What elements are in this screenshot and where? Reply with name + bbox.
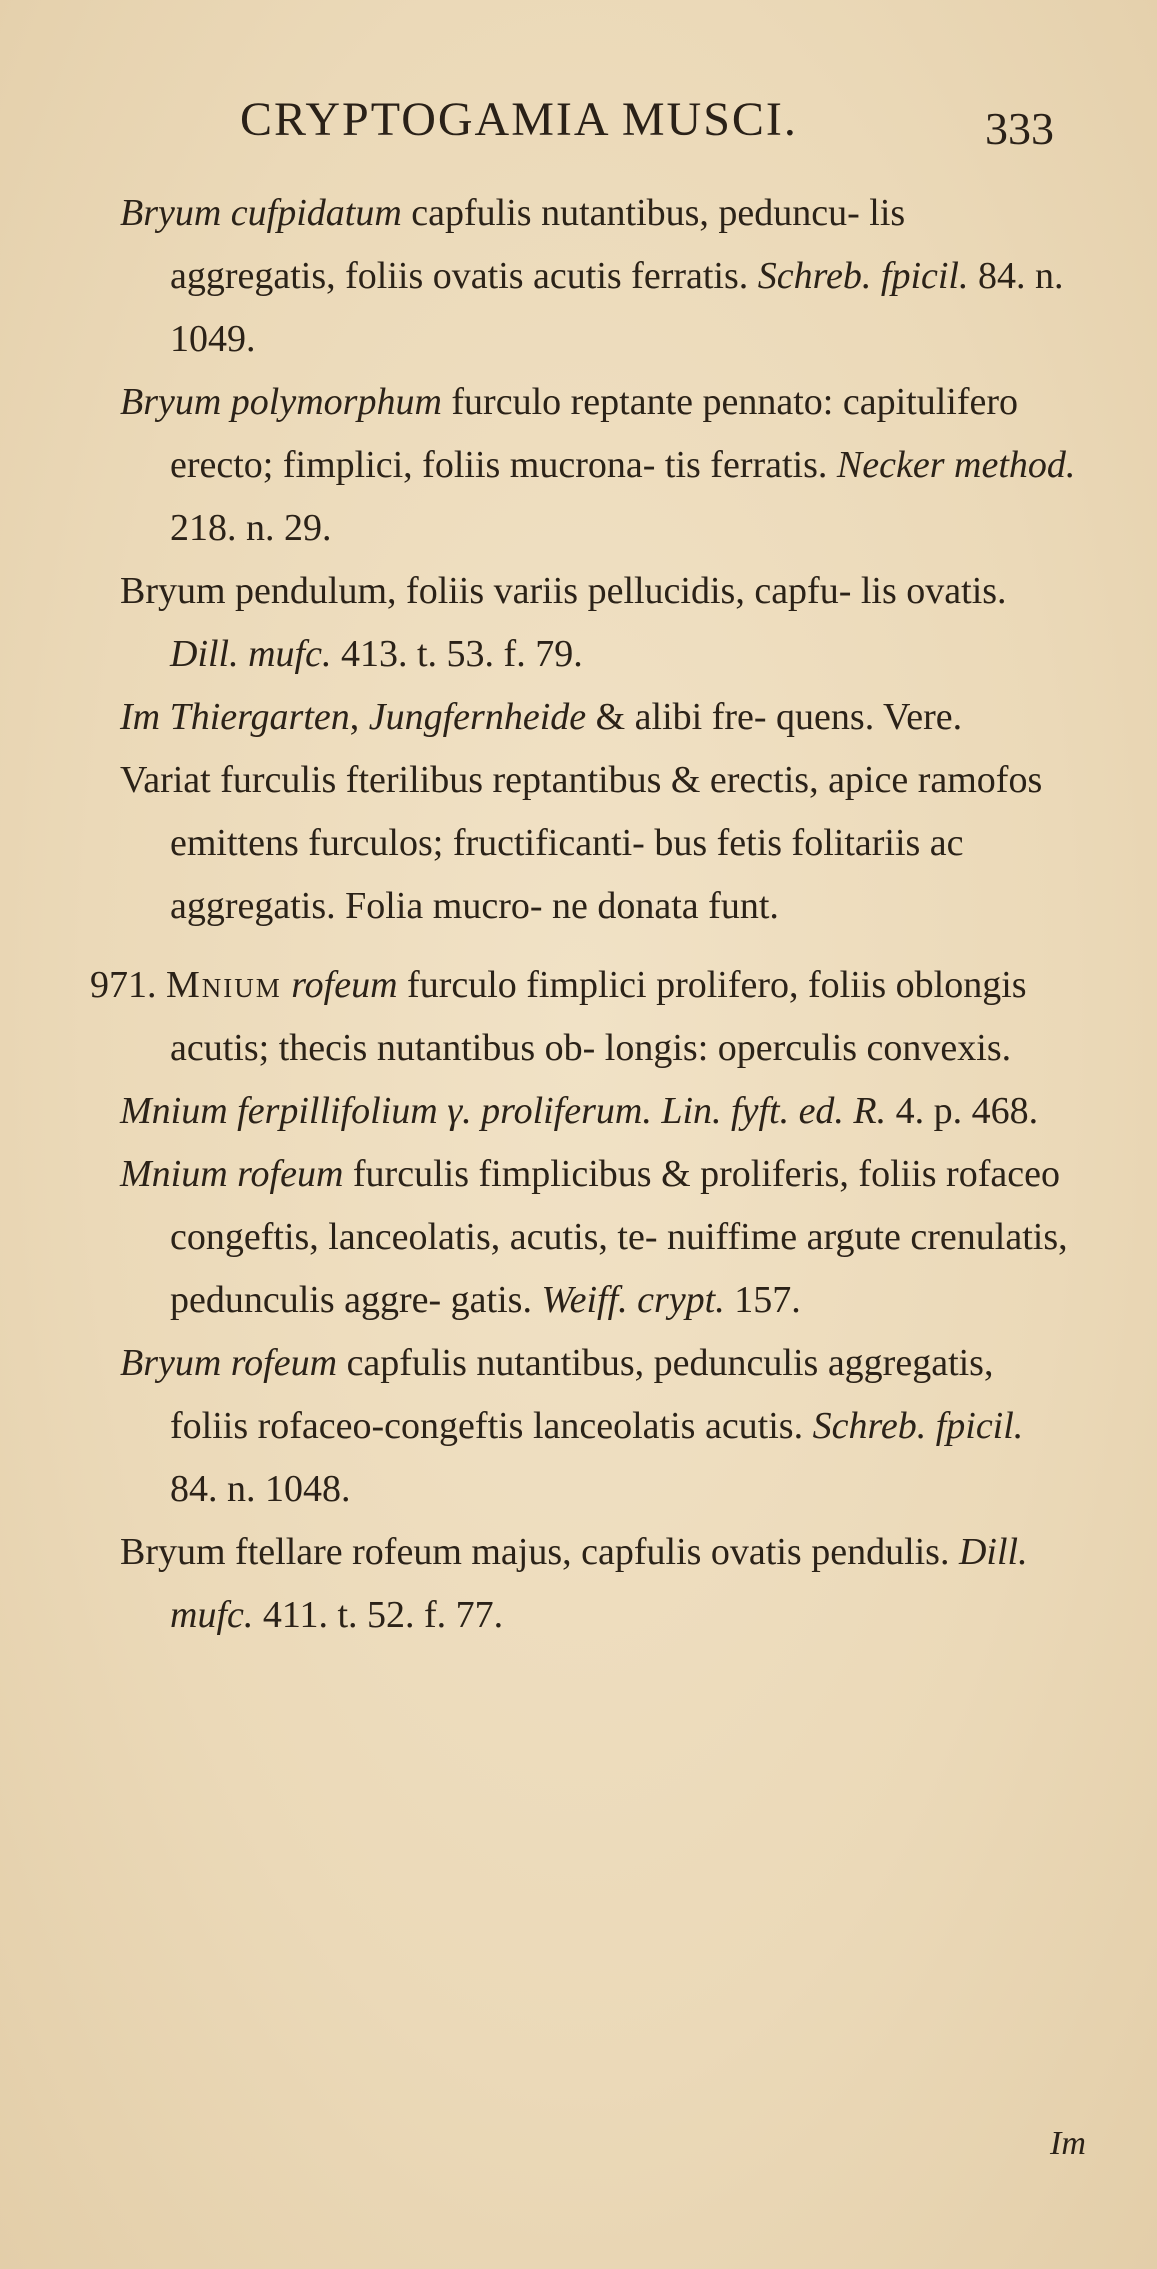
entry-text: furculis fimplicibus & proliferis, foliis rofaceo congeftis, lanceolatis, acutis, te- nuiffime argute crenulatis, pedunculis aggre- gatis. [170,1153,1068,1321]
citation-locator: 84. n. 1048. [170,1468,351,1510]
running-head-title: CRYPTOGAMIA MUSCI. [240,93,798,146]
genus-name: Mnium [166,964,282,1006]
synonym-entry [120,560,1080,686]
taxon-name: Bryum rofeum [120,1342,338,1384]
citation-ref: Necker method. [836,444,1076,486]
citation-locator: 84. n. 1049. [170,255,1064,360]
entry-text: Bryum ftellare rofeum majus, capfulis ovatis pendulis. [120,1531,959,1573]
citation-ref: Dill. mufc. [170,1531,1028,1636]
page-number: 333 [985,103,1054,154]
entry-text: 4. p. 468. [886,1090,1039,1132]
entry-text: Bryum pendulum, foliis variis pellucidis, capfu- lis ovatis. [120,570,1007,612]
species-entry [90,954,1080,1080]
citation-ref: Schreb. fpicil. [812,1405,1024,1447]
synonym-entry [120,1521,1080,1647]
species-number: 971. [90,964,157,1006]
catchword: Im [1050,2125,1086,2162]
entry-text: & alibi fre- quens. Vere. [586,696,963,738]
entry-text: furculo reptante pennato: capitulifero erecto; fimplici, foliis mucrona- tis ferratis. [170,381,1018,486]
body-text [90,182,1080,1647]
citation-locator: 218. n. 29. [170,507,332,549]
entry-text: Variat furculis fterilibus reptantibus & erectis, apice ramofos emittens furculos; fructificanti- bus fetis folitariis ac aggregatis. Folia mucro- ne donata funt. [120,759,1043,927]
synonym-entry [120,182,1080,371]
locality-name: Jungfernheide [368,696,587,738]
citation-ref: Weiff. crypt. [541,1279,725,1321]
taxon-name: Bryum cufpidatum [120,192,402,234]
taxon-name: Mnium rofeum [120,1153,344,1195]
locality-name: Im Thiergarten [120,696,350,738]
citation-ref: Schreb. fpicil. [757,255,969,297]
synonym-entry [120,1143,1080,1332]
locality-entry [120,686,1080,749]
taxon-name: Mnium ferpillifolium γ. proliferum. Lin. fyft. ed. R. [120,1090,887,1132]
citation-locator: 157. [724,1279,801,1321]
synonym-entry [120,1332,1080,1521]
citation-ref: Dill. mufc. [170,633,332,675]
entry-text: furculo fimplici prolifero, foliis oblongis acutis; thecis nutantibus ob- longis: operculis convexis. [170,964,1027,1069]
running-head [0,92,1157,162]
citation-locator: 413. t. 53. f. 79. [331,633,583,675]
entry-text: capfulis nutantibus, peduncu- lis aggregatis, foliis ovatis acutis ferratis. [170,192,906,297]
description-entry [120,749,1080,938]
entry-text: , [349,696,369,738]
synonym-entry [120,1080,1080,1143]
synonym-entry [120,371,1080,560]
citation-locator: 411. t. 52. f. 77. [253,1594,504,1636]
species-epithet: rofeum [291,964,398,1006]
taxon-name: Bryum polymorphum [120,381,442,423]
entry-text: capfulis nutantibus, pedunculis aggregatis, foliis rofaceo-congeftis lanceolatis acutis. [170,1342,994,1447]
